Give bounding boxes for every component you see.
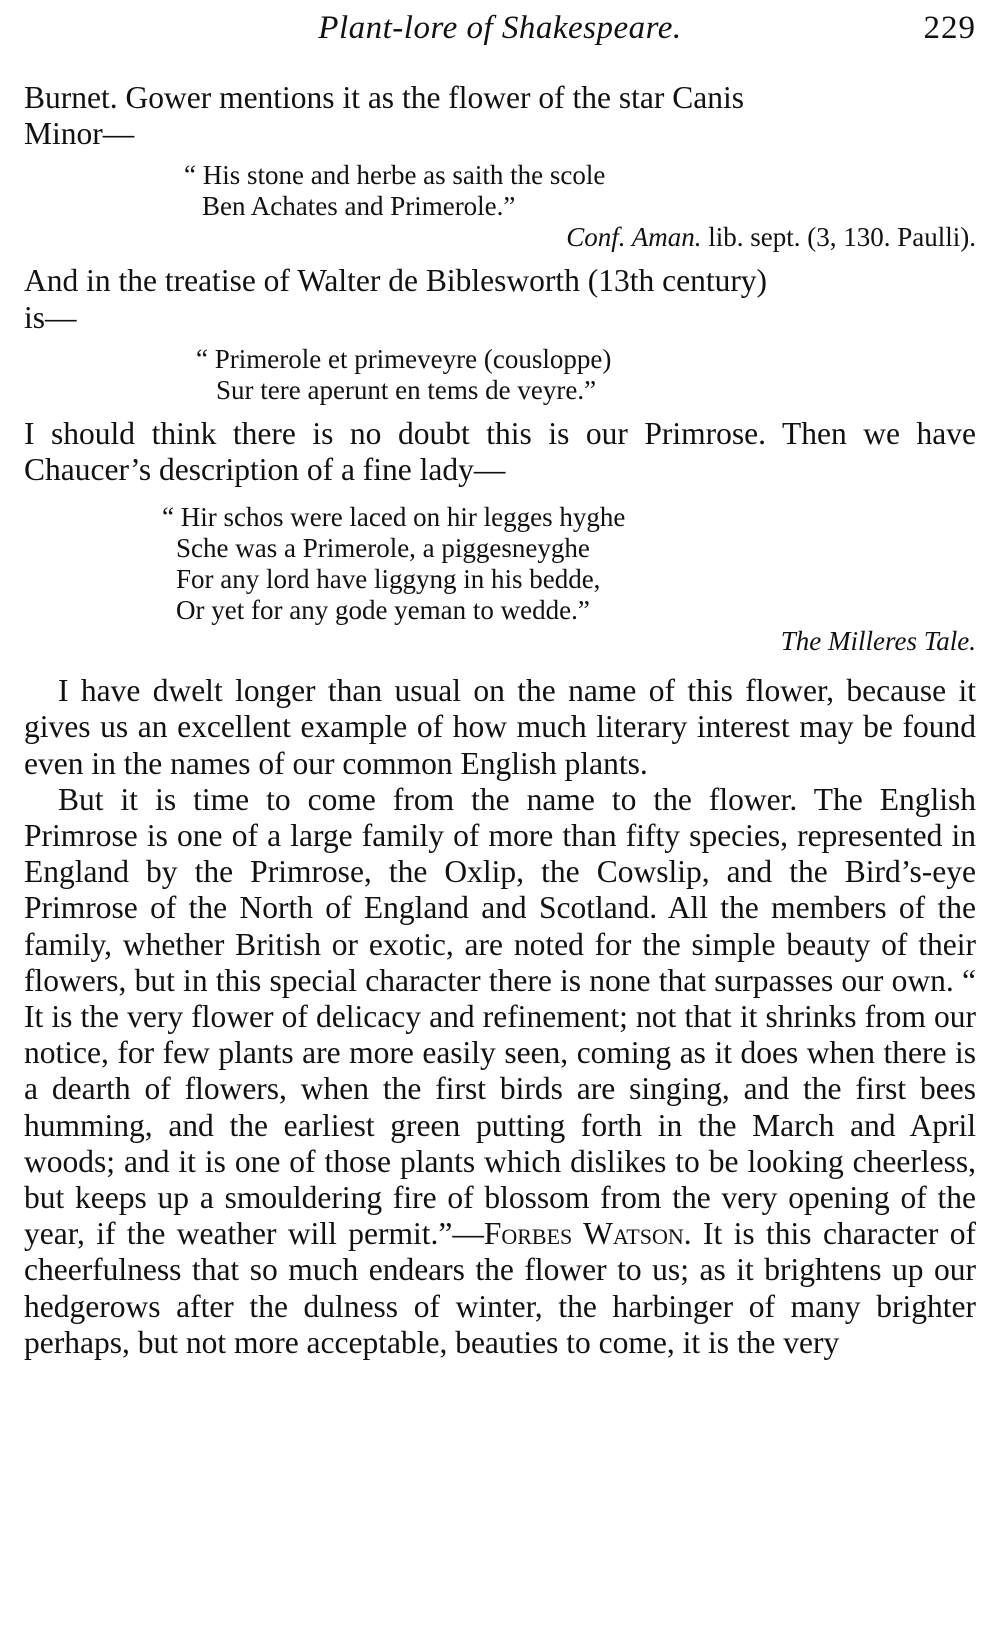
verse-biblesworth xyxy=(24,344,976,406)
verse-gower xyxy=(24,160,976,253)
paragraph-line: is— xyxy=(24,299,77,335)
paragraph-line: Burnet. Gower mentions it as the flower of the star Canis xyxy=(24,80,744,115)
verse-line: For any lord have liggyng in his bedde, xyxy=(176,564,601,595)
paragraph-dwelt-longer: I have dwelt longer than usual on the name of this flower, because it gives us an excellent example of how much literary interest may be found even in the names of our common English plants. xyxy=(24,673,976,781)
citation-detail: lib. sept. (3, 130. Paulli). xyxy=(701,222,976,253)
verse-line: “ His stone and herbe as saith the scole xyxy=(184,160,606,191)
paragraph-primrose-family xyxy=(24,782,976,1361)
verse-line: “ Hir schos were laced on hir legges hyghe xyxy=(162,502,626,533)
paragraph-biblesworth xyxy=(24,263,976,335)
running-title: Plant-lore of Shakespeare. xyxy=(318,10,682,46)
verse-line: “ Primerole et primeveyre (cousloppe) xyxy=(196,343,612,374)
verse-line: Sche was a Primerole, a piggesneyghe xyxy=(176,533,590,564)
page-header xyxy=(24,10,976,60)
citation-title: Conf. Aman. xyxy=(566,222,702,253)
page-body xyxy=(24,80,976,1361)
paragraph-text: But it is time to come from the name to the flower. The English Primrose is one of a large family of more than fifty species, represented in England by the Primrose, the Oxlip, the Cowslip, and the Bird’s-eye Primrose of the North of England and Scotland. All the members of the family, whether British or exotic, are noted for the simple beauty of their flowers, but in this special character there is none that surpasses our own. “ It is the very flower of delicacy and refinement; not that it shrinks from our notice, for few plants are more easily seen, coming as it does when there is a dearth of flowers, when the first birds are singing, and the first bees humming, and the earliest green putting forth in the March and April woods; and it is one of those plants which dislikes to be looking cheerless, but keeps up a smouldering fire of blossom from the very opening of the year, if the weather will permit.”— xyxy=(24,781,976,1252)
paragraph-chaucer-intro: I should think there is no doubt this is our Primrose. Then we have Chaucer’s description of a fine lady— xyxy=(24,415,976,488)
verse-line: Or yet for any gode yeman to wedde.” xyxy=(176,595,590,626)
page-number: 229 xyxy=(923,10,976,46)
verse-line: Ben Achates and Primerole.” xyxy=(202,191,516,222)
verse-chaucer xyxy=(24,502,976,657)
verse-citation: The Milleres Tale. xyxy=(780,626,976,657)
paragraph-line: Minor— xyxy=(24,116,135,152)
paragraph-line: And in the treatise of Walter de Biblesworth (13th century) xyxy=(24,263,768,299)
verse-line: Sur tere aperunt en tems de veyre.” xyxy=(216,374,597,405)
quoted-author: Forbes Watson. xyxy=(483,1216,692,1252)
paragraph-text: It is this character of cheerfulness that so much endears the flower to us; as it brightens up our hedgerows after the dulness of winter, the harbinger of many brighter perhaps, but not more acceptable, beauties to come, it is the very xyxy=(24,1216,976,1360)
paragraph-burnet xyxy=(24,80,976,152)
verse-citation xyxy=(24,222,976,253)
